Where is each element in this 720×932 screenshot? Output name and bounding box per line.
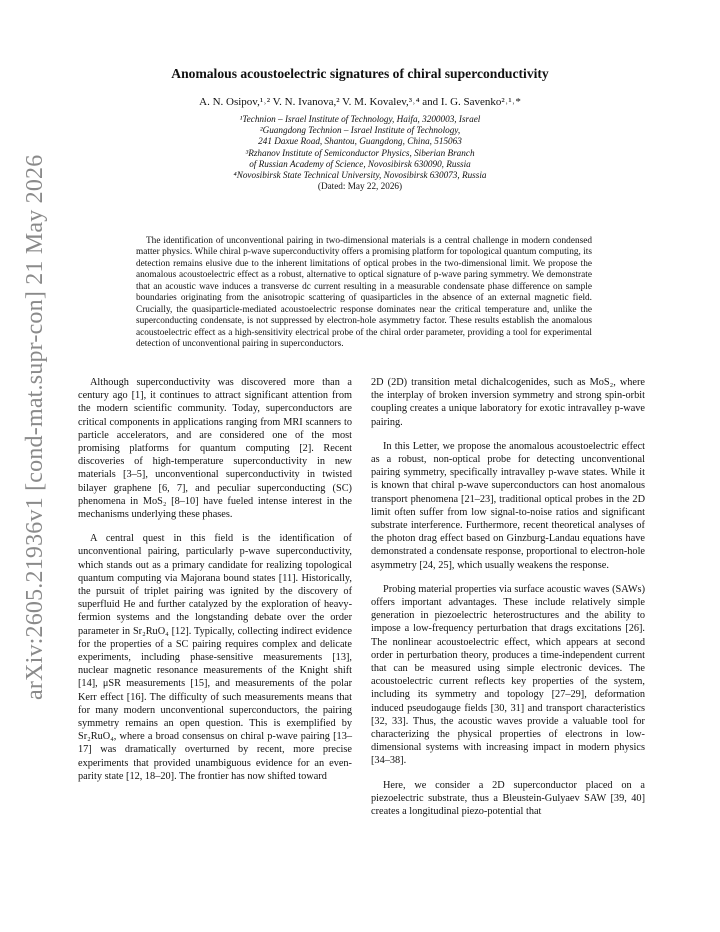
affiliation-line: of Russian Academy of Science, Novosibirsk 630090, Russia [249, 158, 471, 169]
dated-line: (Dated: May 22, 2026) [317, 181, 403, 192]
affiliation-line: ¹Technion – Israel Institute of Technology, Haifa, 3200003, Israel [239, 114, 481, 124]
abstract: The identification of unconventional pairing in two-dimensional materials is a central challenge in modern condensed matter physics. While chiral p-wave superconductivity offers a promising platform for topological quantum computing, its detection remains elusive due to the inherent limitations of optical probes in the two-dimensional limit. We propose the anomalous acoustoelectric effect as a robust, alternative to optical signature of p-wave paring symmetry. We demonstrate that an acoustic wave induces a transverse dc current resulting in a measurable condensate phase difference on sample boundaries originating from the anisotropic scattering of quasiparticles in the absence of an external magnetic field. Crucially, the quasiparticle-mediated acoustoelectric response dominates near the critical temperature and, unlike the superconducting condensate, is not suppressed by electron-hole asymmetry factor. These results establish the anomalous acoustoelectric effect as a high-sensitivity electrical probe of the chiral order parameter, providing a tool for experimental detection of unconventional pairing in superconductors. [136, 236, 592, 350]
arxiv-stamp-text: arXiv:2605.21936v1 [cond-mat.supr-con] 21 May 2026 [22, 154, 48, 700]
affiliation-line: ⁴Novosibirsk State Technical University, Novosibirsk 630073, Russia [233, 170, 487, 181]
body-paragraph: Although superconductivity was discovered more than a century ago [1], it continues to attract significant attention from the modern scientific community. Today, superconductors are critical components in applications ranging from MRI scanners to particle accelerators, and are considered one of the most promising platforms for quantum computing [2]. Recent discoveries of high-temperature superconductivity in new materials [3–5], unconventional superconductivity in twisted bilayer graphene [6, 7], and peculiar superconducting (SC) phenomena in MoS₂ [8–10] have fueled intense interest in the mechanisms underlying these phases. [78, 377, 352, 521]
body-paragraph: Here, we consider a 2D superconductor placed on a piezoelectric substrate, thus a Bleustein-Gulyaev SAW [39, 40] creates a longitudinal piezo-potential that [371, 779, 645, 818]
affiliations-block [90, 114, 630, 192]
paper-title: Anomalous acoustoelectric signatures of chiral superconductivity [171, 66, 549, 81]
body-paragraph: Probing material properties via surface acoustic waves (SAWs) offers important advantages. These include relatively simple generation in piezoelectric heterostructures and the ability to impose a low-frequency perturbation that drags excitations [26]. The nonlinear acoustoelectric effect, which appears at second order in perturbation theory, produces a time-independent current that can be measured using simple electronic devices. The acoustoelectric current reflects key properties of the system, including its symmetry and topology [27–29], deformation induced pseudogauge fields [30, 31] and transport characteristics [32, 33]. Thus, the acoustic waves provide a valuable tool for characterizing the physical properties of electrons in low-dimensional systems with increasing impact in modern physics [34–38]. [371, 583, 645, 767]
affiliation-line: 241 Daxue Road, Shantou, Guangdong, China, 515063 [258, 136, 462, 147]
body-paragraph: A central quest in this field is the identification of unconventional pairing, particularly p-wave superconductivity, which stands out as a primary candidate for realizing topological quantum computing via Majorana bound states [11]. Historically, the pursuit of triplet pairing was ignited by the discovery of superfluid He and further catalyzed by the exploration of heavy-fermion systems and the longstanding debate over the order parameter in Sr₂RuO₄ [12]. Typically, collecting indirect evidence for the properties of a SC pairing requires complex and delicate experiments, including phase-sensitive measurements [13], nuclear magnetic resonance measurements of the Knight shift [14], μSR measurements [15], and measurements of the polar Kerr effect [16]. The difficulty of such measurements means that for many modern unconventional superconductors, the pairing symmetry remains an open question. This is exemplified by Sr₂RuO₄, where a broad consensus on chiral p-wave pairing [13–17] was dramatically overturned by recent, more precise experiments that provided unambiguous evidence for an even-parity state [12, 18–20]. The frontier has now shifted toward [78, 533, 352, 782]
arxiv-identifier-stamp [8, 0, 48, 932]
affiliation-line: ²Guangdong Technion – Israel Institute of Technology, [259, 125, 461, 136]
body-paragraph: 2D (2D) transition metal dichalcogenides, such as MoS₂, where the interplay of broken inversion symmetry and strong spin-orbit coupling creates a unique laboratory for exotic intravalley p-wave pairing. [371, 377, 645, 428]
author-list: A. N. Osipov,¹˒² V. N. Ivanova,² V. M. Kovalev,³˒⁴ and I. G. Savenko²˒¹˒* [199, 96, 521, 108]
body-paragraph: In this Letter, we propose the anomalous acoustoelectric effect as a robust, non-optical probe for detecting unconventional pairing symmetry, specifically intravalley p-wave states. While it is known that chiral p-wave superconductors can host anomalous transport phenomena [21–23], traditional optical probes in the 2D limit often suffer from low signal-to-noise ratios and significant substrate interference. Furthermore, recent theoretical analyses of the photon drag effect based on Ginzburg-Landau equations have demonstrated a condensate response, proportional to electron-hole asymmetry [24, 25], which usually weakens the response. [371, 440, 645, 571]
affiliation-line: ³Rzhanov Institute of Semiconductor Physics, Siberian Branch [245, 147, 475, 158]
body-column-left [78, 376, 352, 794]
body-column-right [371, 376, 645, 829]
